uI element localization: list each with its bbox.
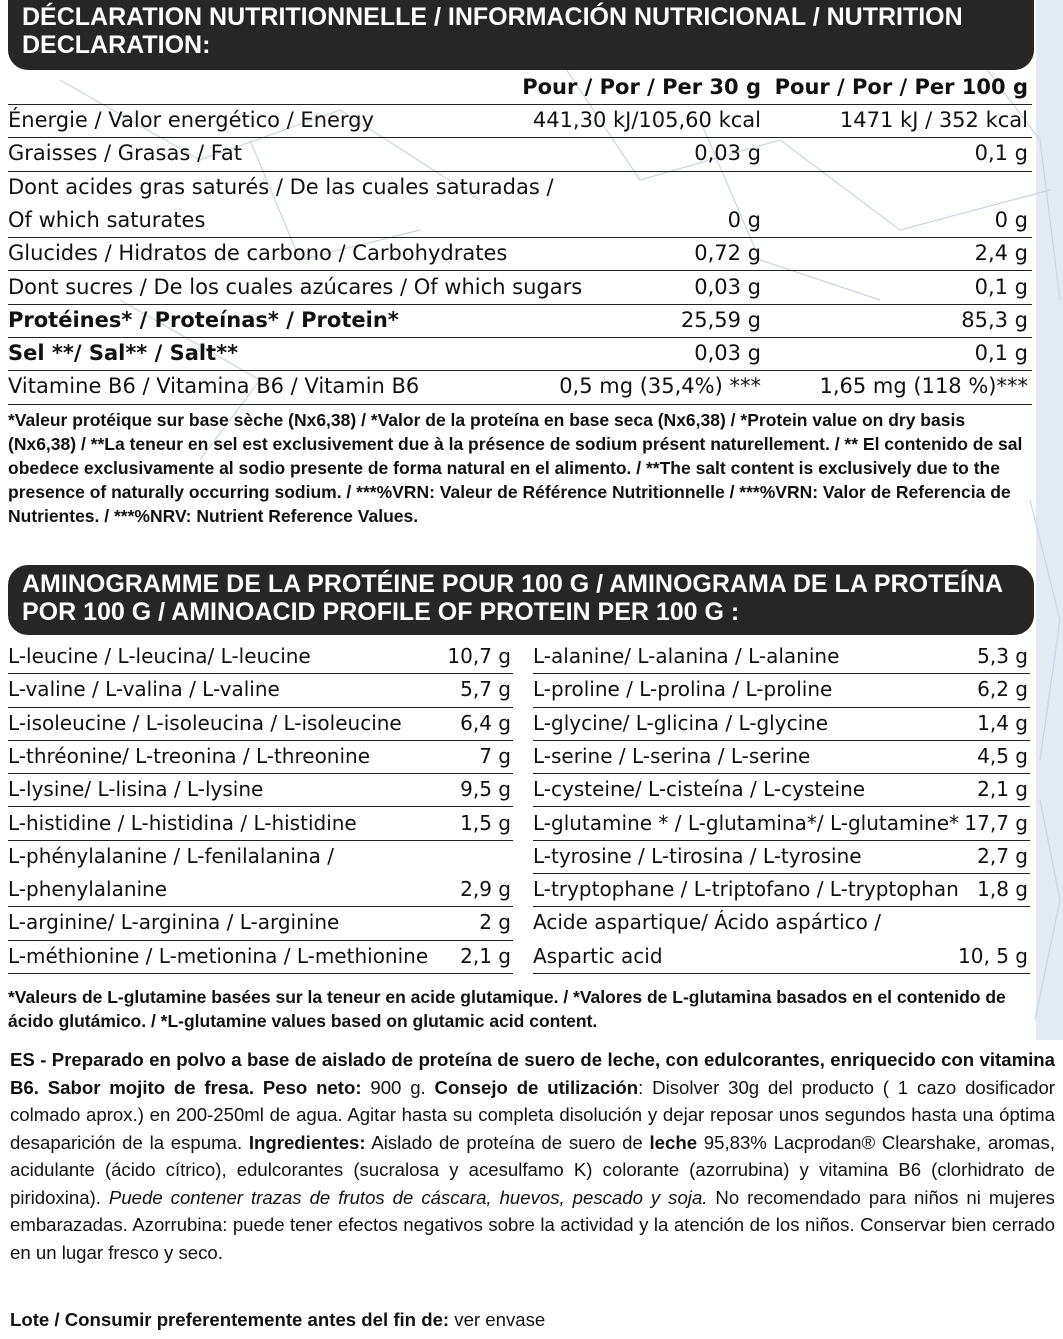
amino-name: L-méthionine / L-metionina / L-methionine: [8, 943, 429, 968]
value-per-30g: 0,03 g: [694, 341, 761, 366]
amino-name: L-alanine/ L-alanina / L-alanine: [533, 644, 840, 668]
amino-value: 7 g: [479, 743, 511, 768]
amino-name: L-lysine/ L-lisina / L-lysine: [8, 777, 264, 802]
nutrient-name: Énergie / Valor energético / Energy: [8, 108, 374, 132]
amino-name: L-tyrosine / L-tirosina / L-tyrosine: [533, 843, 862, 868]
amino-name: L-glycine/ L-glicina / L-glycine: [533, 710, 829, 735]
nutrition-row: [8, 337, 1032, 371]
value-per-100g: 0 g: [994, 207, 1028, 232]
amino-value: 1,4 g: [977, 710, 1028, 735]
amino-row: [8, 673, 513, 707]
amino-row: [8, 807, 513, 841]
es-usage-label: Consejo de utilización: [434, 1076, 639, 1098]
amino-value: 1,5 g: [460, 810, 511, 835]
amino-name: L-thréonine/ L-treonina / L-threonine: [8, 743, 371, 768]
nutrient-name: Sel **/ Sal** / Salt**: [8, 341, 239, 366]
amino-name: L-histidine / L-histidina / L-histidine: [8, 810, 357, 835]
value-per-100g: 0,1 g: [974, 274, 1028, 299]
amino-name: L-isoleucine / L-isoleucina / L-isoleucine: [8, 710, 402, 735]
amino-name: L-proline / L-prolina / L-proline: [533, 677, 833, 702]
amino-value: 2,7 g: [977, 843, 1028, 868]
value-per-30g: 441,30 kJ/105,60 kcal: [532, 108, 761, 132]
spanish-product-description: [0, 1040, 1063, 1339]
amino-value: 2,9 g: [460, 877, 511, 902]
amino-value: 9,5 g: [460, 777, 511, 802]
amino-row: [533, 640, 1030, 674]
amino-value: 10, 5 g: [958, 943, 1028, 968]
col-100g-header: Pour / Por / Per 100 g: [774, 75, 1028, 99]
es-ingredients-label: Ingredientes:: [248, 1131, 366, 1153]
amino-row: [8, 640, 513, 674]
nutrition-row: [8, 171, 1032, 204]
amino-row: [8, 840, 513, 873]
nutrition-footnote: *Valeur protéique sur base sèche (Nx6,38) / *Valor de la proteína en base seca (Nx6,38) / *Protein value on dry basis (Nx6,38) / **La teneur en sel est exclusivement due à la présence de sodium présent naturellement. / ** El contenido de sal obedece exclusivamente al sodio presente de forma natural en el alimento. / **The salt content is exclusively due to the presence of naturally occurring sodium. / ***%VRN: Valeur de Référence Nutritionnelle / ***%VRN: Valor de Referencia de Nutrientes. / ***%NRV: Nutrient Reference Values.: [8, 410, 1023, 526]
nutrient-name: Vitamine B6 / Vitamina B6 / Vitamin B6: [8, 374, 420, 399]
amino-row: [533, 673, 1030, 707]
value-per-100g: 85,3 g: [961, 307, 1028, 332]
amino-row: [533, 773, 1030, 807]
col-30g-header: Pour / Por / Per 30 g: [522, 75, 761, 99]
amino-profile-header: AMINOGRAMME DE LA PROTÉINE POUR 100 G / AMINOGRAMA DE LA PROTEÍNA POR 100 G / AMINOACID PROFILE OF PROTEIN PER 100 G :: [8, 565, 1034, 635]
value-per-100g: 1471 kJ / 352 kcal: [839, 108, 1028, 132]
nutrition-row: [8, 271, 1032, 305]
amino-name: L-cysteine/ L-cisteína / L-cysteine: [533, 777, 866, 802]
nutrition-column-headers: [8, 72, 1032, 105]
amino-value: 5,3 g: [977, 644, 1028, 668]
nutrition-row: [8, 204, 1032, 238]
amino-name: L-leucine / L-leucina/ L-leucine: [8, 644, 311, 668]
amino-name: L-arginine/ L-arginina / L-arginine: [8, 910, 340, 935]
value-per-100g: 1,65 mg (118 %)***: [819, 374, 1028, 399]
nutrient-name: Of which saturates: [8, 207, 206, 232]
value-per-30g: 0,03 g: [694, 274, 761, 299]
es-ingredients-text-2: 95,83% Lacprodan® Clearshake, aromas, acidulante (ácido cítrico), edulcorantes (sucralosa y acesulfamo K) colorante (azorrubina) y vitamina B6 (clorhidrato de piridoxina).: [10, 1131, 1055, 1208]
amino-footnote: *Valeurs de L-glutamine basées sur la teneur en acide glutamique. / *Valores de L-glutamina basados en el contenido de ácido glutámico. / *L-glutamine values based on glutamic acid content.: [8, 987, 1006, 1031]
nutrient-name: Dont acides gras saturés / De las cuales saturadas /: [8, 174, 554, 199]
es-intro: ES - Preparado en polvo a base de aislado de proteína de suero de leche, con edulcorantes, enriquecido con vitamina B6. Sabor mojito de fresa. Peso neto:: [10, 1049, 1055, 1098]
amino-value: 2,1 g: [460, 943, 511, 968]
amino-name: L-serine / L-serina / L-serine: [533, 743, 811, 768]
es-ingredients-text-1: Aislado de proteína de suero de: [365, 1131, 650, 1153]
es-usage-text: : Disolver 30g del producto ( 1 cazo dosificador colmado aprox.) en 200-250ml de agua. Agitar hasta su completa disolución y dejar reposar unos segundos hasta una óptima desaparición de la espuma.: [10, 1076, 1055, 1153]
es-traces-warning: Puede contener trazas de frutos de cáscara, huevos, pescado y soja.: [108, 1186, 708, 1208]
nutrition-row: [8, 370, 1032, 404]
amino-row: [8, 707, 513, 741]
es-lot-label: Lote / Consumir preferentemente antes del fin de:: [10, 1309, 450, 1330]
amino-row: [533, 940, 1030, 974]
amino-value: 6,2 g: [977, 677, 1028, 702]
value-per-30g: 0 g: [727, 207, 761, 232]
amino-row: [533, 840, 1030, 874]
amino-name: L-phenylalanine: [8, 877, 168, 902]
amino-row: [533, 906, 1030, 939]
amino-name: Acide aspartique/ Ácido aspártico /: [533, 910, 882, 935]
amino-value: 10,7 g: [447, 644, 511, 668]
nutrient-name: Dont sucres / De los cuales azúcares / Of which sugars: [8, 274, 583, 299]
value-per-30g: 0,03 g: [694, 141, 761, 166]
nutrition-row: [8, 304, 1032, 338]
amino-row: [533, 740, 1030, 774]
nutrient-name: Graisses / Grasas / Fat: [8, 141, 242, 166]
amino-value: 5,7 g: [460, 677, 511, 702]
amino-value: 17,7 g: [964, 810, 1028, 835]
amino-name: Aspartic acid: [533, 943, 663, 968]
amino-value: 4,5 g: [977, 743, 1028, 768]
amino-value: 1,8 g: [977, 877, 1028, 902]
amino-value: 6,4 g: [460, 710, 511, 735]
amino-name: L-tryptophane / L-triptofano / L-tryptophan: [533, 877, 959, 902]
amino-row: [8, 906, 513, 940]
es-allergen-milk: leche: [649, 1131, 698, 1153]
amino-row: [8, 873, 513, 907]
nutrition-row: [8, 137, 1032, 171]
es-warnings: No recomendado para niños ni mujeres embarazadas. Azorrubina: puede tener efectos negativos sobre la actividad y la atención de los niños. Conservar bien cerrado en un lugar fresco y seco.: [10, 1186, 1055, 1263]
amino-row: [8, 940, 513, 974]
value-per-100g: 0,1 g: [974, 341, 1028, 366]
amino-name: L-phénylalanine / L-fenilalanina /: [8, 843, 334, 868]
amino-row: [533, 873, 1030, 907]
nutrition-row: [8, 104, 1032, 138]
nutrition-row: [8, 237, 1032, 271]
es-lot-value: ver envase: [449, 1309, 546, 1330]
amino-name: L-glutamine * / L-glutamina*/ L-glutamine*: [533, 810, 960, 835]
amino-value: 2,1 g: [977, 777, 1028, 802]
amino-row: [8, 740, 513, 774]
value-per-100g: 0,1 g: [974, 141, 1028, 166]
value-per-100g: 2,4 g: [974, 241, 1028, 266]
amino-value: 2 g: [479, 910, 511, 935]
amino-row: [8, 773, 513, 807]
amino-row: [533, 807, 1030, 841]
value-per-30g: 25,59 g: [680, 307, 761, 332]
nutrition-declaration-header: DÉCLARATION NUTRITIONNELLE / INFORMACIÓN NUTRICIONAL / NUTRITION DECLARATION:: [8, 0, 1034, 70]
nutrient-name: Protéines* / Proteínas* / Protein*: [8, 307, 399, 332]
value-per-30g: 0,72 g: [694, 241, 761, 266]
value-per-30g: 0,5 mg (35,4%) ***: [559, 374, 761, 399]
amino-name: L-valine / L-valina / L-valine: [8, 677, 280, 702]
es-net-weight: 900 g.: [361, 1076, 435, 1098]
es-lot-line: [10, 1309, 545, 1331]
nutrient-name: Glucides / Hidratos de carbono / Carbohydrates: [8, 241, 508, 266]
amino-row: [533, 707, 1030, 741]
